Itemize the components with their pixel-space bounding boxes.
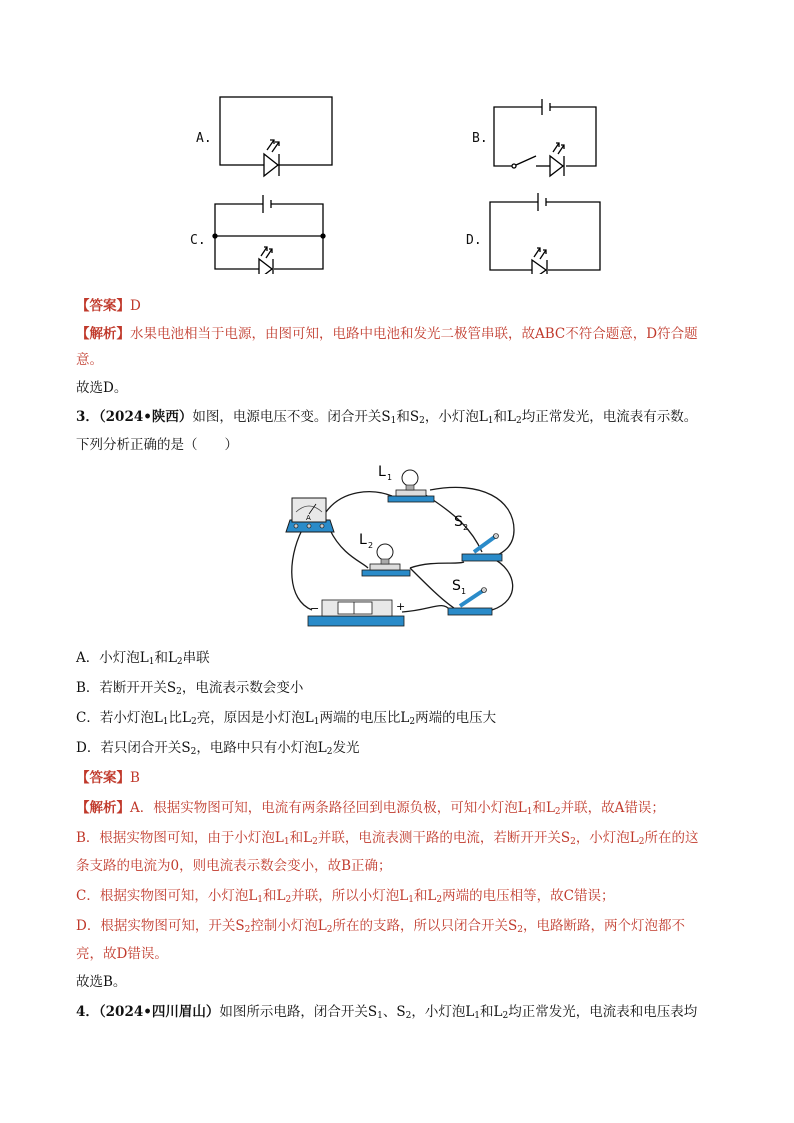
svg-text:L: L — [359, 532, 367, 548]
circuit-diagram-b — [486, 94, 606, 184]
option-b-label: B. — [472, 131, 488, 146]
circuit-diagram-d — [482, 190, 606, 274]
lamp-l2-icon — [359, 532, 410, 576]
q2-answer — [76, 296, 141, 316]
q3-conclusion: 故选B。 — [76, 974, 127, 990]
q3-analysis-c: C．根据实物图可知，小灯泡$L_1$和$L_2$并联，所以小灯泡$L_1$和$L_2$两端的电压相等，故C错误； — [76, 888, 615, 905]
q3-stem-line1: 3．（2024•陕西）如图，电源电压不变。闭合开关$S_1$和$S_2$，小灯泡$L_1$和$L_2$均正常发光，电流表有示数。 — [76, 409, 698, 426]
ammeter-icon — [286, 498, 334, 532]
battery-icon — [308, 600, 405, 626]
q4-stem-line1: 4．（2024•四川眉山）如图所示电路，闭合开关$S_1$、$S_2$，小灯泡$L_1$和$L_2$均正常发光，电流表和电压表均 — [76, 1004, 698, 1021]
answer-label: 【答案】 — [76, 298, 130, 314]
svg-text:2: 2 — [463, 523, 469, 532]
q3-option-a: A．小灯泡$L_1$和$L_2$串联 — [76, 650, 210, 667]
q3-analysis-d-line1: D．根据实物图可知，开关$S_2$控制小灯泡$L_2$所在的支路，所以只闭合开关$S_2$，电路断路，两个灯泡都不 — [76, 918, 685, 935]
answer-value: D — [130, 298, 141, 314]
option-c-label: C. — [190, 233, 206, 248]
analysis-text: 水果电池相当于电源，由图可知，电路中电池和发光二极管串联，故ABC不符合题意，D符合题 — [130, 326, 698, 342]
physical-circuit-figure — [282, 460, 522, 640]
analysis-label: 【解析】 — [76, 326, 130, 342]
q2-analysis-line2: 意。 — [76, 352, 103, 368]
q3-analysis-d-line2: 亮，故D错误。 — [76, 946, 168, 962]
option-d-label: D. — [466, 233, 482, 248]
q3-analysis-b-line2: 条支路的电流为0，则电流表示数会变小，故B正确； — [76, 858, 392, 874]
svg-text:L: L — [378, 464, 386, 480]
q3-option-d: D．若只闭合开关$S_2$，电路中只有小灯泡$L_2$发光 — [76, 740, 360, 757]
svg-text:S: S — [452, 578, 461, 594]
q3-option-c: C．若小灯泡$L_1$比$L_2$亮，原因是小灯泡$L_1$两端的电压比$L_2$两端的电压大 — [76, 710, 497, 727]
switch-s1-icon — [448, 578, 492, 615]
question-number: 3． — [76, 409, 99, 425]
lamp-l1-icon — [378, 464, 434, 502]
q2-analysis-line1 — [76, 324, 698, 344]
q3-analysis-a: 【解析】A．根据实物图可知，电流有两条路径回到电源负极，可知小灯泡$L_1$和$L_2$并联，故A错误； — [76, 800, 665, 817]
option-a-label: A. — [196, 131, 212, 146]
svg-text:1: 1 — [387, 473, 393, 482]
svg-text:A: A — [306, 514, 311, 522]
q2-conclusion: 故选D。 — [76, 380, 128, 396]
q3-analysis-b-line1: B．根据实物图可知，由于小灯泡$L_1$和$L_2$并联，电流表测干路的电流，若断开开关$S_2$，小灯泡$L_2$所在的这 — [76, 830, 699, 847]
svg-text:+: + — [396, 600, 406, 613]
switch-s2-icon — [454, 514, 502, 561]
svg-text:−: − — [310, 602, 320, 615]
q3-answer: 【答案】B — [76, 770, 140, 786]
svg-text:1: 1 — [461, 587, 467, 596]
q3-stem-line2: 下列分析正确的是（ ） — [76, 437, 238, 453]
svg-text:2: 2 — [368, 541, 374, 550]
q3-option-b: B．若断开开关$S_2$，电流表示数会变小 — [76, 680, 304, 697]
svg-text:S: S — [454, 514, 463, 530]
circuit-diagram-a — [212, 92, 336, 182]
question-source: （2024•陕西） — [98, 409, 193, 425]
circuit-diagram-c — [207, 190, 331, 274]
